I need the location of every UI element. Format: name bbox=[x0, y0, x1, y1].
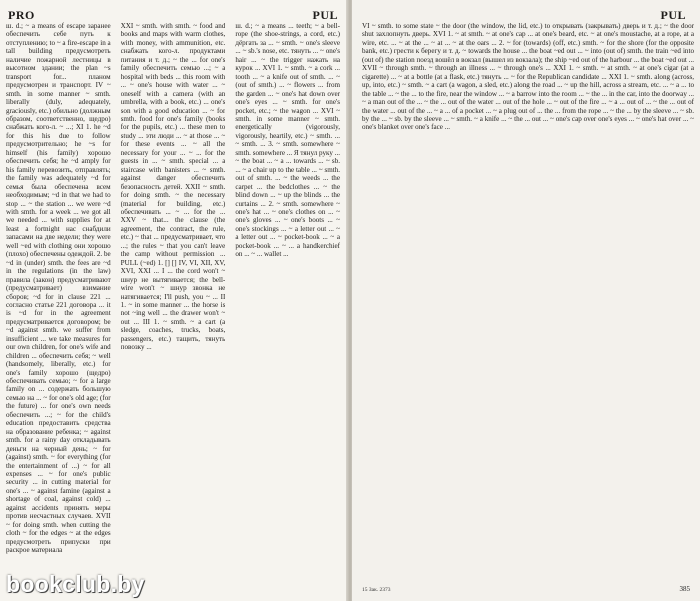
right-page bbox=[352, 0, 700, 601]
printer-imprint: 15 Зак. 2373 bbox=[362, 587, 391, 593]
left-running-head-right: PUL bbox=[312, 8, 338, 22]
left-page bbox=[0, 0, 348, 601]
left-column-3: ш. d.; ~ a means ... teeth; ~ a bell-rope (the shoe-strings, a cord, etc.) дёргать за ... ~ smth. ~ one's sleeve ... ~ sb.'s nose, etc. тянуть ... ~ one's hair ... ~ the trigger нажать на курок ... XVI 1. ~ smth. ~ a cork ... tooth ... ~ a knife out of smth. ... ~ (out of smth.) ... ~ flowers ... from the garden ... ~ one's hat down over one's eyes ... ~ smth. for one's pocket, etc.; ~ the wagon ... XVI ~ smth. in some manner ~ smth. energetically (vigorously, vigorously, heartily, etc.) ~ smth. ... ~ smth. ... 3. ~ smth. somewhere ~ smth. somewhere ... Я тянул руку ... ~ the boat ... ~ a ... towards ... ~ sb. ... ~ a chair up to the table ... ~ smth. out of smth. ... ~ the weeds ... the carpet ... the bedclothes ... ~ the blind down ... ~ up the blinds ... the curtains ... 2. ~ smth. somewhere ~ one's hat ... ~ one's clothes on ... ~ one's gloves ... ~ one's boots ... ~ one's stockings ... ~ a letter out ... ~ a letter out ... ~ pocket-book ... ~ a pocket-book ... ~ ... a handkerchief on ... ~ ... wallet ... bbox=[235, 22, 341, 259]
left-text-columns bbox=[6, 22, 340, 573]
left-column-1: ш. d.; ~ a means of escape заранее обеспечить себе путь к отступлению; to ~ a fire-escape in a tall building предусмотреть наличие пожарной лестницы в высотном здании; the plan ~s transport for... планом предусмотрен и транспорт. IV ~ smth. in some manner ~ smth. liberally (duly, adequately, graciously, etc.) обильно (должным образом, соответственно, щедро) снабжать кого-л. ~ ...; XI 1. he ~d for this his due to follow предусмотрительно; he ~s for himself (his family) хорошо обеспечить себя; he ~d amply for his family перевозить, отправлять; the family was adequately ~d for семья была обеспечена всем необходимым; ~d in that we had to stop ... ~ the station ... we were ~d with smth. for a week ... we got all we needed ... with supplies for at least a fortnight нас снабдили запасами на две недели; they were well ~ed with clothing они хорошо (плохо) обеспечены одеждой. 2. be ~d in (under) smth. the fees are ~d in the regulations (in the law) правила (закон) предусматривают (предусматривает) взимание сборов; ~d for in clause 221 ... согласно статье 221 договора ... it is ~d for in the agreement предусматривается договором; be ~d against smth. we suffer from insufficient ... we take measures for our own children, for one's wife and children ... обеспечить себя; ~ well (handsomely, liberally, etc.) for one's family хорошо (щедро) обеспечивать семью; ~ for a large family on ... содержать большую семью на ... ~ for one's old age; (for the future) ... for one's own needs обеспечить ...; ~ for the child's education предоставить средства на образование ребенка; ~ against smth. for a rainy day откладывать деньги на черный день; ~ for (against) smth. ~ for everything (for the entertainment of ...) ~ for all expenses ... ~ for one's public security ... in cutting material for one's ... ~ against famine (against a shortage of coal, against cold) ... against accidents принять меры против несчастных случаев. XVII ~ for doing smth. when cutting the cloth ~ for the edges ~ at the edges предусмотреть припуски при раскрое материала bbox=[6, 22, 111, 555]
left-running-head: PRO bbox=[8, 8, 35, 22]
right-column-1: VI ~ smth. to some state ~ the door (the window, the lid, etc.) to открывать (закрывать) дверь и т. д.; ~ the door shut захлопнуть дверь. XVI 1. ~ at smth. ~ at one's cap ... at one's beard, etc. ~ at one's moustache, at a rope, at a wire, etc. ... ~ at the ... ~ at ... ~ at the oars ... 2. ~ for (towards) (off, etc.) smth. ~ for the shore (for the opposite bank, etc.) грести к берегу и т. д. ~ towards the house ... the boat ~ed out ... ~ into (out of) smth. the train ~ed into (out of) the station поезд вошёл в вокзал (вышел из вокзала); the ship ~ed out of the harbour ... the boat ~ed out ... XVII ~ through smth. ~ through an illness ... ~ through one's ... XXI 1. ~ smth. ~ at smth. ~ at one's cigar (at a cigarette) ... ~ at a bottle (at a flask, etc.) тянуть ... ~ for the Republican candidate ... XXI 1. ~ smth. along (across, up, into, etc.) ~ smth. ~ a cart (a wagon, a sled, etc.) along the road ... ~ up the hill, across a stream, etc. ... ~ a ... to the table ... ~ the ... to the fire, near the window ... ~ a barrow into the room ... ~ the ... in the car, into the doorway ... ~ a man out of the ... ~ the ... out of the water ... out of the hole ... ~ out of the fire ... ~ a ... out of ... ~ the ... out of the water ... out of the ... ~ a ... of a pocket ... ~ a plug out of ... the ... from the rope ... ~ the ... by the sleeve ... ~ sb. by the ... ~ sb. by the sleeve ... ~ smth. ~ a knife ... ~ the ... out ... ~ one's cap over one's eyes ... ~ one's hat over ... ~ one's blanket over one's face ... bbox=[362, 22, 694, 132]
right-running-head: PUL bbox=[660, 8, 686, 22]
watermark-logo: bookclub.by bbox=[6, 571, 145, 597]
right-text-columns bbox=[362, 22, 694, 573]
left-column-2: XXI ~ smth. with smth. ~ food and books and maps with warm clothes, with money, with ammunition, etc. снабжать кого-л. продуктами питания и т. д.; ~ the ... for one's family обеспечить семью ...; ~ a hospital with beds ... this room with ... ~ one's house with water ... ~ oneself with a camera (with an umbrella, with a book, etc.) ... one's son with a good education ... ~ for smth. food for one's family (books for the pupils, etc.) ... these men to study ... эти люди ... ~ at those ... ~ for these events ... ~ all the necessary for your ... ~ ... for the guests in ... ~ smth. special ... a staircase with banisters ... ~ smth. against danger обеспечить безопасность детей. XXII ~ smth. for doing smth. ~ the necessary (material for building, etc.) обеспечивать ... ~ ... for the ... XXV ~ that... the clause (the agreement, the contract, the rule, etc.) ~ that ... предусматривает, что ...; the rules ~ that you can't leave the camp without permission ... PULL (~ed) 1. [] [] IV, VI, XII, XV, XVI, XXI ... I ... the cord won't ~ шнур не вытягивается; the bell-wire won't ~ шнур звонка не натягивается; I'll push, you ~ ... II 1. ~ in some manner ... the horse is not ~ing well ... the drawer won't ~ out ... III 1. ~ smth. ~ a cart (a sledge, coaches, trucks, boats, passengers, etc.) тащить, тянуть повозку ... bbox=[120, 22, 226, 352]
page-number: 385 bbox=[679, 585, 690, 593]
